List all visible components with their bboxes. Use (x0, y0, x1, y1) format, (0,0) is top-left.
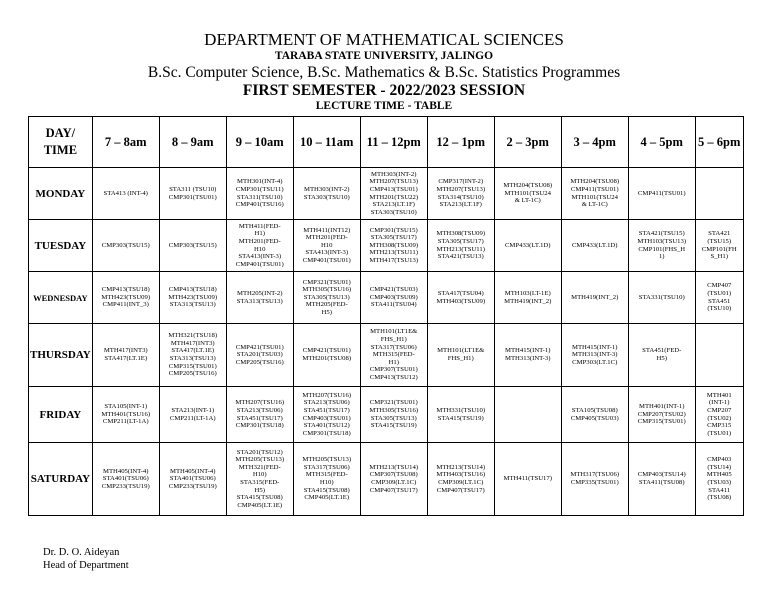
course-entry: MTH317(TSU06) (570, 471, 620, 479)
course-entry: MTH411(TSU17) (503, 475, 552, 483)
course-entry: (TSU08) (707, 494, 732, 502)
lecture-timetable (28, 116, 744, 516)
course-entry: CMP101(FH (701, 245, 737, 253)
course-entry: STA421(TSU15) (638, 230, 685, 238)
hod-name: Dr. D. O. Aideyan (43, 547, 120, 558)
course-entry: FHS_H1) (380, 336, 407, 344)
course-entry: (TSU14) (707, 463, 732, 471)
timetable-cell (226, 324, 293, 387)
course-entry: MTH213(TSU14) (436, 463, 486, 471)
course-entry: CMP421(TSU01) (302, 347, 351, 355)
course-entry: MTH415(INT-1) (505, 347, 551, 355)
day-time-header: DAY/ TIME (29, 117, 93, 168)
timetable-cell (293, 443, 360, 516)
course-entry: (TSU01) (707, 429, 732, 437)
course-entry: CMP315(TSU01) (168, 362, 217, 370)
day-row (29, 272, 744, 324)
course-entry: & LT-1C) (581, 201, 608, 209)
course-entry: CMP321(TSU01) (302, 278, 351, 286)
course-entry: STA317(TSU06) (303, 463, 350, 471)
course-entry: MTH417(TSU13) (369, 256, 419, 264)
day-label: THURSDAY (29, 324, 93, 387)
timetable-cell (293, 220, 360, 272)
timetable-cell (494, 324, 561, 387)
course-entry: H10 (253, 245, 266, 253)
course-entry: MTH213(TSU11) (436, 245, 485, 253)
course-entry: H10) (252, 471, 267, 479)
time-header: 10 – 11am (293, 117, 360, 168)
course-entry: CMP411(INT_3) (102, 301, 149, 309)
timetable-cell (159, 443, 226, 516)
course-entry: STA401(TSU06) (169, 475, 216, 483)
course-entry: (TSU10) (707, 305, 732, 313)
course-entry: MTH321(TSU18) (168, 332, 218, 340)
course-entry: STA201(TSU03) (236, 351, 283, 359)
course-entry: CMP207(TSU02) (637, 410, 686, 418)
time-header: 9 – 10am (226, 117, 293, 168)
course-entry: (INT-1) (708, 399, 730, 407)
course-entry: CMP413(TSU18) (168, 286, 217, 294)
timetable-cell (92, 324, 159, 387)
course-entry: STA305(TSU13) (303, 293, 350, 301)
timetable-cell (494, 272, 561, 324)
timetable-cell (92, 220, 159, 272)
course-entry: MTH401 (706, 391, 732, 399)
timetable-cell (427, 168, 494, 220)
course-entry: MTH419(INT_2) (504, 297, 552, 305)
timetable-cell (226, 168, 293, 220)
course-entry: H5) (321, 308, 332, 316)
course-entry: STA311(TSU10) (236, 193, 283, 201)
course-entry: STA417(LT.1E) (104, 355, 148, 362)
course-entry: STA331(TSU10) (638, 293, 685, 301)
signature-block (43, 546, 129, 572)
course-entry: CMP401(TSU01) (235, 260, 284, 268)
course-entry: S_H1) (710, 253, 728, 261)
timetable-cell (561, 168, 628, 220)
course-entry: MTH207(TSU13) (436, 185, 486, 193)
timetable-cell (695, 168, 743, 220)
course-entry: CMP405(LT.1E) (237, 501, 283, 509)
course-entry: CMP309(LT.1C) (371, 479, 417, 486)
course-entry: MTH103(TSU13) (637, 237, 687, 245)
course-entry: STA451(FED- (642, 347, 682, 355)
time-header: 4 – 5pm (628, 117, 695, 168)
timetable-cell (360, 443, 427, 516)
course-entry: STA303(TSU10) (370, 208, 417, 216)
timetable-cell (293, 387, 360, 443)
course-entry: STA421 (708, 230, 731, 238)
timetable-cell (159, 168, 226, 220)
course-entry: CMP321(TSU01) (369, 399, 418, 407)
course-entry: STA201(TSU12) (236, 448, 283, 456)
course-entry: & LT-1C) (514, 197, 541, 205)
course-entry: MTH101(TSU24 (504, 189, 551, 197)
timetable-cell (159, 220, 226, 272)
course-entry: CMP433(LT.1D) (571, 241, 618, 249)
course-entry: STA305(TSU17) (437, 237, 484, 245)
course-entry: CMP403(TSU14) (637, 471, 686, 479)
course-entry: MTH321(FED- (238, 463, 281, 471)
course-entry: CMP421(TSU01) (235, 343, 284, 351)
course-entry: MTH403(TSU16) (436, 471, 486, 479)
course-entry: H1) (388, 358, 399, 366)
course-entry: CMP233(TSU19) (168, 482, 217, 490)
timetable-cell (695, 324, 743, 387)
course-entry: CMP411(TSU01) (570, 185, 619, 193)
timetable-cell (159, 272, 226, 324)
day-label: WEDNESDAY (29, 272, 93, 324)
course-entry: MTH313(INT-3) (572, 351, 618, 359)
course-entry: STA401(TSU12) (303, 422, 350, 430)
course-entry: CMP205(TSU16) (168, 370, 217, 378)
timetable-cell (360, 272, 427, 324)
course-entry: CMP301(TSU11) (235, 185, 284, 193)
course-entry: STA413(INT-3) (305, 249, 349, 257)
course-entry: STA411 (708, 486, 731, 494)
course-entry: CMP101(FHS_H (638, 245, 686, 253)
course-entry: MTH213(TSU11) (369, 249, 418, 257)
course-entry: CMP403 (707, 456, 732, 464)
course-entry: MTH205(INT-2) (237, 289, 283, 297)
timetable-cell (628, 387, 695, 443)
day-label: SATURDAY (29, 443, 93, 516)
day-row (29, 168, 744, 220)
programmes-line: B.Sc. Computer Science, B.Sc. Mathematics & B.Sc. Statistics Programmes (147, 64, 621, 81)
course-entry: CMP207 (707, 406, 732, 414)
course-entry: STA315(FED- (240, 479, 280, 486)
course-entry: H5) (254, 486, 265, 494)
course-entry: MTH204(TSU08) (503, 182, 553, 190)
course-entry: STA451(TSU17) (236, 414, 283, 422)
university-name: TARABA STATE UNIVERSITY, JALINGO (274, 50, 494, 62)
course-entry: STA311 (TSU10) (169, 185, 217, 193)
course-entry: MTH303(INT-2) (304, 185, 350, 193)
course-entry: CMP303(TSU15) (101, 241, 150, 249)
course-entry: H1) (254, 230, 265, 238)
day-row (29, 324, 744, 387)
course-entry: MTH411(FED- (238, 222, 281, 230)
timetable-cell (92, 168, 159, 220)
course-entry: MTH315(FED- (372, 351, 415, 359)
timetable-cell (561, 387, 628, 443)
course-entry: CMP433(LT.1D) (504, 241, 551, 249)
course-entry: STA213(LT.1F) (439, 201, 482, 209)
course-entry: MTH101(LT1E& (437, 347, 485, 355)
course-entry: CMP413(TSU18) (101, 286, 150, 294)
course-entry: (TSU03) (707, 479, 732, 486)
course-entry: STA417(TSU04) (437, 289, 484, 297)
course-entry: MTH331(TSU10) (436, 406, 486, 414)
course-entry: MTH405 (706, 471, 732, 479)
hod-title: Head of Department (43, 560, 129, 571)
course-entry: MTH401(INT-1) (639, 403, 685, 411)
timetable-cell (293, 272, 360, 324)
timetable-cell (360, 220, 427, 272)
day-row (29, 387, 744, 443)
day-label: TUESDAY (29, 220, 93, 272)
course-entry: MTH305(TSU16) (302, 286, 352, 294)
course-entry: MTH419(INT_2) (571, 293, 619, 301)
course-entry: CMP303(TSU15) (168, 241, 217, 249)
day-label: FRIDAY (29, 387, 93, 443)
course-entry: CMP303(LT.1C) (572, 358, 618, 366)
course-entry: CMP413(TSU12) (369, 373, 418, 381)
course-entry: STA411(TSU04) (370, 301, 417, 309)
course-entry: STA415(TSU19) (370, 422, 417, 430)
course-entry: MTH101(LT1E& (370, 328, 418, 336)
course-entry: STA313(TSU13) (236, 297, 283, 305)
course-entry: MTH315(FED- (305, 471, 348, 479)
course-entry: CMP301(TSU01) (168, 193, 217, 201)
timetable-cell (561, 272, 628, 324)
course-entry: STA314(TSU10) (437, 193, 484, 201)
course-entry: MTH201(TSU08) (302, 355, 352, 362)
timetable-cell (628, 272, 695, 324)
course-entry: MTH403(TSU09) (436, 297, 486, 305)
course-entry: MTH205(FED- (305, 301, 348, 309)
course-entry: STA213(INT-1) (171, 406, 215, 414)
day-label: MONDAY (29, 168, 93, 220)
timetable-cell (159, 324, 226, 387)
time-header: 5 – 6pm (695, 117, 743, 168)
course-entry: MTH417(INT3) (103, 347, 148, 355)
course-entry: STA213(TSU06) (236, 406, 283, 414)
course-entry: MTH423(TSU09) (168, 293, 218, 301)
timetable-cell (561, 220, 628, 272)
course-entry: (TSU15) (707, 237, 732, 245)
course-entry: STA213(LT.1F) (372, 201, 415, 209)
course-entry: STA413(INT-3) (238, 253, 282, 261)
course-entry: MTH303(INT-2) (371, 170, 417, 178)
timetable-cell (293, 324, 360, 387)
timetable-cell (293, 168, 360, 220)
timetable-cell (92, 272, 159, 324)
course-entry: CMP205(TSU16) (235, 358, 284, 366)
timetable-cell (427, 387, 494, 443)
course-entry: CMP211(LT-1A) (169, 414, 216, 422)
course-entry: CMP407 (707, 282, 732, 290)
course-entry: CMP301(TSU15) (369, 226, 418, 234)
course-entry: MTH207(TSU16) (302, 391, 352, 399)
course-entry: MTH201(FED- (305, 234, 348, 242)
timetable-cell (360, 387, 427, 443)
course-entry: CMP401(TSU01) (302, 256, 351, 264)
course-entry: STA451(TSU17) (303, 406, 350, 414)
course-entry: MTH401(TSU16) (101, 410, 151, 418)
course-entry: STA411(TSU08) (638, 479, 685, 486)
course-entry: STA421(TSU13) (437, 253, 484, 261)
course-entry: CMP403(TSU09) (369, 293, 418, 301)
course-entry: CMP407(TSU17) (369, 486, 418, 494)
course-entry: MTH103(LT-1E) (504, 289, 551, 297)
time-header-row (29, 117, 744, 168)
course-entry: MTH411(INT12) (303, 226, 351, 234)
course-entry: CMP211(LT-1A) (102, 418, 149, 426)
timetable-cell (427, 443, 494, 516)
timetable-cell (427, 272, 494, 324)
course-entry: CMP315(TSU01) (637, 418, 686, 426)
timetable-cell (494, 168, 561, 220)
course-entry: MTH415(INT-1) (572, 343, 618, 351)
course-entry: STA317(TSU06) (370, 343, 417, 351)
timetable-cell (226, 272, 293, 324)
course-entry: STA313(TSU13) (169, 355, 216, 362)
course-entry: 1) (658, 253, 665, 261)
course-entry: STA417(LT.1E) (171, 347, 215, 355)
course-entry: CMP407(TSU17) (436, 486, 485, 494)
timetable-cell (427, 324, 494, 387)
course-entry: MTH313(INT-3) (505, 355, 551, 362)
timetable-cell (360, 168, 427, 220)
course-entry: STA305(TSU17) (370, 234, 417, 242)
course-entry: MTH405(INT-4) (170, 467, 216, 475)
course-entry: CMP307(TSU08) (369, 471, 418, 479)
timetable-cell (628, 324, 695, 387)
course-entry: MTH305(TSU16) (369, 406, 419, 414)
timetable-cell (628, 220, 695, 272)
course-entry: FHS_H1) (447, 355, 474, 362)
course-entry: CMP421(TSU03) (369, 286, 418, 294)
course-entry: MTH423(TSU09) (101, 293, 151, 301)
course-entry: MTH204(TSU08) (570, 178, 620, 186)
timetable-subtitle: LECTURE TIME - TABLE (315, 100, 453, 112)
course-entry: H10) (319, 479, 334, 486)
timetable-cell (226, 443, 293, 516)
timetable-cell (226, 387, 293, 443)
course-entry: STA213(TSU06) (303, 399, 350, 407)
course-entry: CMP315 (707, 422, 732, 430)
course-entry: CMP301(TSU18) (235, 422, 284, 430)
course-entry: STA415(TSU08) (303, 486, 350, 494)
course-entry: CMP413(TSU01) (369, 185, 418, 193)
course-entry: STA303(TSU10) (303, 193, 350, 201)
course-entry: CMP307(TSU01) (369, 366, 418, 374)
timetable-cell (494, 443, 561, 516)
timetable-cell (92, 387, 159, 443)
day-row (29, 443, 744, 516)
document-header (0, 30, 768, 113)
course-entry: CMP309(LT.1C) (438, 479, 484, 486)
course-entry: CMP317(INT-2) (438, 178, 484, 186)
course-entry: H10 (320, 241, 333, 249)
course-entry: STA401(TSU06) (102, 475, 149, 483)
course-entry: MTH301(INT-4) (237, 178, 283, 186)
course-entry: (TSU02) (707, 414, 732, 422)
timetable-cell (226, 220, 293, 272)
timetable-cell (628, 443, 695, 516)
department-title: DEPARTMENT OF MATHEMATICAL SCIENCES (204, 30, 564, 49)
course-entry: STA313(TSU13) (169, 301, 216, 309)
course-entry: STA413 (INT-4) (103, 189, 148, 197)
timetable-cell (695, 387, 743, 443)
timetable-cell (494, 387, 561, 443)
timetable-cell (360, 324, 427, 387)
course-entry: MTH417(INT3) (170, 339, 215, 347)
course-entry: CMP405(TSU03) (570, 414, 619, 422)
course-entry: STA105(TSU08) (571, 406, 618, 414)
time-header: 7 – 8am (92, 117, 159, 168)
time-header: 11 – 12pm (360, 117, 427, 168)
course-entry: H5) (656, 355, 667, 362)
timetable-cell (628, 168, 695, 220)
course-entry: MTH405(INT-4) (103, 467, 149, 475)
course-entry: STA105(INT-1) (104, 403, 148, 411)
course-entry: MTH308(TSU09) (436, 230, 486, 238)
course-entry: STA415(TSU08) (236, 494, 283, 502)
course-entry: MTH101(TSU24 (571, 193, 618, 201)
time-header: 3 – 4pm (561, 117, 628, 168)
timetable-cell (695, 443, 743, 516)
timetable-cell (561, 324, 628, 387)
timetable-cell (561, 443, 628, 516)
timetable-cell (695, 272, 743, 324)
time-header: 2 – 3pm (494, 117, 561, 168)
course-entry: STA305(TSU13) (370, 414, 417, 422)
course-entry: CMP301(TSU18) (302, 429, 351, 437)
timetable-cell (92, 443, 159, 516)
course-entry: STA451 (708, 297, 731, 305)
course-entry: MTH207(TSU16) (235, 399, 285, 407)
course-entry: CMP335(TSU01) (570, 479, 619, 486)
course-entry: MTH207(TSU13) (369, 178, 419, 186)
time-header: 12 – 1pm (427, 117, 494, 168)
timetable-cell (494, 220, 561, 272)
timetable-cell (159, 387, 226, 443)
course-entry: MTH308(TSU09) (369, 241, 419, 249)
course-entry: CMP405(LT.1E) (304, 494, 350, 502)
course-entry: CMP401(TSU16) (235, 201, 284, 209)
time-header: 8 – 9am (159, 117, 226, 168)
semester-title: FIRST SEMESTER - 2022/2023 SESSION (242, 82, 526, 99)
course-entry: CMP411(TSU01) (637, 189, 686, 197)
course-entry: MTH205(TSU13) (302, 456, 352, 464)
timetable-cell (427, 220, 494, 272)
course-entry: MTH201(FED- (238, 237, 281, 245)
course-entry: CMP233(TSU19) (101, 482, 150, 490)
timetable-cell (695, 220, 743, 272)
course-entry: MTH213(TSU14) (369, 463, 419, 471)
course-entry: MTH201(TSU22) (369, 193, 419, 201)
course-entry: STA415(TSU19) (437, 414, 484, 422)
course-entry: CMP403(TSU01) (302, 414, 351, 422)
day-row (29, 220, 744, 272)
course-entry: (TSU01) (707, 289, 732, 297)
course-entry: MTH205(TSU13) (235, 456, 285, 464)
